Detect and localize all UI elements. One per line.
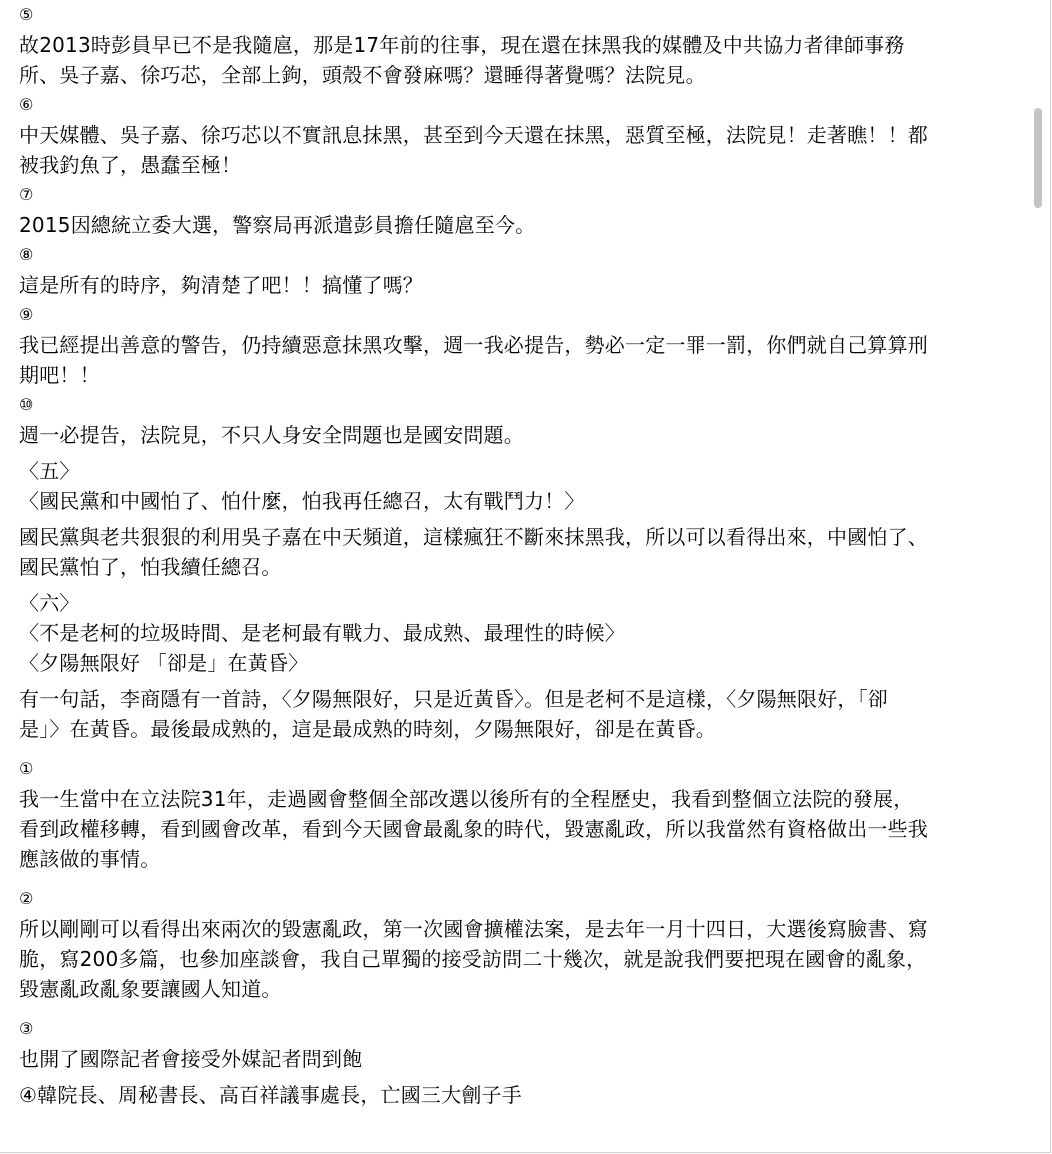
paragraph-gap xyxy=(19,1004,1034,1014)
post-text-line: 毀憲亂政亂象要讓國人知道。 xyxy=(19,977,282,1001)
item-number: ③ xyxy=(19,1019,34,1038)
item-number: ⑥ xyxy=(19,95,34,114)
paragraph-gap xyxy=(19,744,1034,754)
post-text-line: 期吧！！ xyxy=(19,363,100,387)
post-text-line: 所以剛剛可以看得出來兩次的毀憲亂政，第一次國會擴權法案，是去年一月十四日，大選後寫臉書、寫 xyxy=(19,917,928,941)
post-text-line: 中天媒體、吳子嘉、徐巧芯以不實訊息抹黑，甚至到今天還在抹黑，惡質至極，法院見！走著瞧！！都 xyxy=(19,123,928,147)
post-text-line: 2015因總統立委大選，警察局再派遣彭員擔任隨扈至今。 xyxy=(19,213,536,237)
post-text-line: 〈五〉 xyxy=(19,459,80,483)
scrollbar-thumb[interactable] xyxy=(1034,108,1042,208)
post-text-line: 也開了國際記者會接受外媒記者問到飽 xyxy=(19,1047,363,1071)
post-text-line: 〈夕陽無限好 「卻是」在黃昏〉 xyxy=(19,651,309,675)
post-text-line: 所、吳子嘉、徐巧芯，全部上鉤，頭殼不會發麻嗎？還睡得著覺嗎？法院見。 xyxy=(19,63,706,87)
post-text-line: 脆，寫200多篇，也參加座談會，我自己單獨的接受訪問二十幾次，就是說我們要把現在國會的亂象， xyxy=(19,947,927,971)
post-text-line: 〈不是老柯的垃圾時間、是老柯最有戰力、最成熟、最理性的時候〉 xyxy=(19,621,625,645)
post-text-line: 看到政權移轉，看到國會改革，看到今天國會最亂象的時代，毀憲亂政，所以我當然有資格做出一些我 xyxy=(19,817,928,841)
item-number: ⑦ xyxy=(19,185,34,204)
item-number: ⑨ xyxy=(19,305,34,324)
item-number: ⑩ xyxy=(19,395,34,414)
post-text-line: 有一句話，李商隱有一首詩，〈夕陽無限好，只是近黃昏〉。但是老柯不是這樣，〈夕陽無限好，「卻 xyxy=(19,687,888,711)
post-text-line: 是」〉在黃昏。最後最成熟的，這是最成熟的時刻，夕陽無限好，卻是在黃昏。 xyxy=(19,717,716,741)
post-text-line: ④韓院長、周秘書長、高百祥議事處長，亡國三大劊子手 xyxy=(19,1083,522,1107)
post-text-line: 〈六〉 xyxy=(19,591,80,615)
post-text-line: 我已經提出善意的警告，仍持續惡意抹黑攻擊，週一我必提告，勢必一定一罪一罰，你們就自己算算刑 xyxy=(19,333,928,357)
post-text-line: 我一生當中在立法院31年，走過國會整個全部改選以後所有的全程歷史，我看到整個立法院的發展， xyxy=(19,787,914,811)
post-text-line: 〈國民黨和中國怕了、怕什麼，怕我再任總召，太有戰鬥力！〉 xyxy=(19,489,585,513)
item-number: ⑤ xyxy=(19,5,34,24)
post-text-line: 國民黨怕了，怕我續任總召。 xyxy=(19,555,282,579)
post-text-line: 故2013時彭員早已不是我隨扈，那是17年前的往事，現在還在抹黑我的媒體及中共協力者律師事務 xyxy=(19,33,905,57)
item-number: ① xyxy=(19,759,34,778)
post-body-text xyxy=(19,0,1034,1110)
post-text-line: 週一必提告，法院見，不只人身安全問題也是國安問題。 xyxy=(19,423,524,447)
item-number: ⑧ xyxy=(19,245,34,264)
paragraph-gap xyxy=(19,874,1034,884)
post-text-line: 被我釣魚了，愚蠢至極！ xyxy=(19,153,242,177)
post-text-line: 應該做的事情。 xyxy=(19,847,161,871)
post-text-line: 這是所有的時序，夠清楚了吧！！搞懂了嗎？ xyxy=(19,273,423,297)
item-number: ② xyxy=(19,889,34,908)
post-text-line: 國民黨與老共狠狠的利用吳子嘉在中天頻道，這樣瘋狂不斷來抹黑我，所以可以看得出來，中國怕了、 xyxy=(19,525,928,549)
